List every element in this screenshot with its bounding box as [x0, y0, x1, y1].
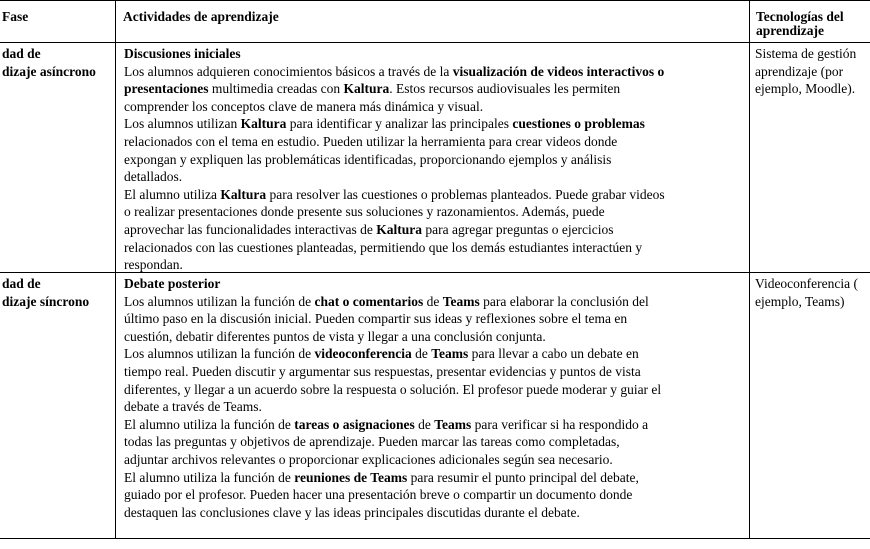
bold-text: tareas o asignaciones [294, 416, 415, 432]
bold-text: chat o comentarios [314, 293, 424, 309]
text: aprovechar las funcionalidades interactivas de [124, 221, 377, 237]
row-1-actividades [124, 45, 748, 274]
text: El alumno utiliza [124, 186, 221, 202]
text: expongan y expliquen las problemáticas identificadas, proporcionando ejemplos y análisis [124, 151, 612, 167]
row-1-tech-line-3: ejemplo, Moodle). [755, 81, 856, 97]
header-divider [0, 42, 870, 43]
row-1-lines [124, 63, 748, 274]
row-2-text-line [124, 451, 748, 469]
row-1-text-line [124, 239, 748, 257]
text: para llevar a cabo un debate en [468, 346, 639, 362]
row-2-actividades [124, 275, 748, 521]
text: destaquen las conclusiones clave y las ideas principales discutidas durante el debate. [124, 504, 580, 520]
bold-text: cuestiones o problemas [512, 116, 645, 132]
row-1-text-line [124, 115, 748, 133]
bold-text: Teams [431, 346, 469, 362]
row-2-tech-line-2: ejemplo, Teams) [755, 293, 845, 309]
row-2-fase [2, 275, 114, 310]
row-1-text-line [124, 256, 748, 274]
text: para resolver las cuestiones o problemas planteados. Puede grabar videos [266, 186, 665, 202]
bold-text: Teams [434, 416, 472, 432]
row-1-tech-line-1: Sistema de gestión [755, 46, 857, 61]
row-1-text-line [124, 133, 748, 151]
text: guiado por el profesor. Pueden hacer una presentación breve o compartir un documento donde [124, 487, 633, 503]
bold-text: Teams [442, 293, 480, 309]
row-2-fase-line-1: dad de [2, 276, 41, 291]
bold-text: visualización de videos interactivos o [452, 63, 665, 79]
text: todas las preguntas y objetivos de aprendizaje. Pueden marcar las tareas como completadas, [124, 434, 620, 450]
row-2-lines [124, 293, 748, 522]
text: debate a través de Teams. [124, 399, 262, 415]
text: cuestión, debatir diferentes puntos de vista y llegar a una conclusión conjunta. [124, 328, 546, 344]
row-2-text-line [124, 398, 748, 416]
row-2-text-line [124, 486, 748, 504]
header-actividades [123, 10, 743, 24]
text: detallados. [124, 169, 183, 185]
bold-text: reuniones de Teams [294, 469, 408, 485]
text: Los alumnos utilizan la función de [124, 346, 315, 362]
row-1-text-line [124, 80, 748, 98]
row-2-text-line [124, 310, 748, 328]
row-2-tech-line-1: Videoconferencia ( [755, 276, 859, 291]
row-2-text-line [124, 504, 748, 522]
text: de [423, 293, 443, 309]
text: Los alumnos utilizan [124, 116, 241, 132]
text: comprender los conceptos clave de manera más dinámica y visual. [124, 98, 484, 114]
text: respondan. [124, 257, 183, 273]
text: Los alumnos adquieren conocimientos básicos a través de la [124, 63, 453, 79]
text: multimedia creadas con [208, 81, 344, 97]
text: tiempo real. Pueden discutir y argumentar sus respuestas, presentar evidencias y puntos de vista [124, 363, 641, 379]
header-tecnologias [756, 10, 870, 38]
row-1-text-line [124, 186, 748, 204]
text: relacionados con las cuestiones planteadas, permitiendo que los demás estudiantes interactúen y [124, 239, 643, 255]
column-divider-2 [749, 0, 750, 539]
row-2-text-line [124, 381, 748, 399]
text: adjuntar archivos relevantes o proporcionar explicaciones adicionales según sea necesario. [124, 451, 613, 467]
text: para resumir el punto principal del debate, [407, 469, 639, 485]
row-2-text-line [124, 328, 748, 346]
bold-text: Kaltura [343, 81, 390, 97]
text: o realizar presentaciones donde presente sus soluciones y razonamientos. Además, puede [124, 204, 605, 220]
row-1-tech-line-2: aprendizaje (por [755, 63, 844, 79]
row-1-title: Discusiones iniciales [124, 46, 241, 61]
row-1-text-line [124, 151, 748, 169]
text: para elaborar la conclusión del [479, 293, 649, 309]
bold-text: presentaciones [124, 81, 209, 97]
text: de [414, 416, 435, 432]
row-2-text-line [124, 469, 748, 487]
row-2-title: Debate posterior [124, 276, 221, 291]
row-1-text-line [124, 221, 748, 239]
table-border-top [0, 0, 870, 1]
header-tecnologias-line-1: Tecnologías del [756, 10, 844, 24]
text: último paso en la discusión inicial. Pueden compartir sus ideas y reflexiones sobre el tema en [124, 311, 628, 327]
header-fase [2, 10, 112, 24]
row-1-tecnologias [755, 45, 870, 98]
bold-text: Kaltura [240, 116, 287, 132]
row-1-text-line [124, 168, 748, 186]
row-2-text-line [124, 363, 748, 381]
row-1-fase [2, 45, 114, 80]
bold-text: Kaltura [376, 221, 423, 237]
table-border-bottom [0, 538, 870, 539]
row-2-text-line [124, 416, 748, 434]
row-2-tecnologias [755, 275, 870, 310]
text: diferentes, y llegar a un acuerdo sobre la respuesta o solución. El profesor puede moderar y guiar el [124, 381, 662, 397]
bold-text: Kaltura [220, 186, 267, 202]
row-2-text-line [124, 345, 748, 363]
row-1-fase-line-2: dizaje asíncrono [2, 63, 96, 79]
column-divider-1 [115, 0, 116, 539]
text: relacionados con el tema en estudio. Pueden utilizar la herramienta para crear videos donde [124, 133, 618, 149]
row-2-fase-line-2: dizaje síncrono [2, 293, 90, 309]
row-2-text-line [124, 433, 748, 451]
text: para agregar preguntas o ejercicios [422, 221, 614, 237]
header-tecnologias-line-2: aprendizaje [756, 23, 824, 38]
text: . Estos recursos audiovisuales les permiten [389, 81, 621, 97]
text: El alumno utiliza la función de [124, 469, 295, 485]
row-1-text-line [124, 98, 748, 116]
row-1-text-line [124, 63, 748, 81]
row-2-text-line [124, 293, 748, 311]
text: El alumno utiliza la función de [124, 416, 295, 432]
text: para verificar si ha respondido a [471, 416, 649, 432]
bold-text: videoconferencia [314, 346, 412, 362]
header-actividades-label: Actividades de aprendizaje [123, 10, 279, 24]
text: para identificar y analizar las principales [286, 116, 513, 132]
row-1-fase-line-1: dad de [2, 46, 41, 61]
header-fase-label: Fase [2, 10, 29, 24]
text: de [411, 346, 432, 362]
text: Los alumnos utilizan la función de [124, 293, 315, 309]
row-1-text-line [124, 203, 748, 221]
